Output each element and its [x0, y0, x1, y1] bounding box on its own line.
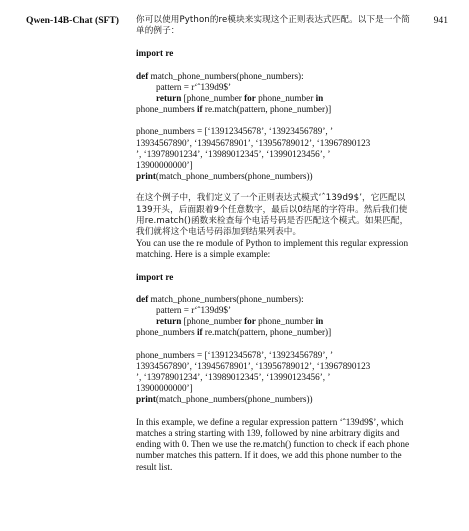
code-print: print(match_phone_numbers(phone_numbers)) [136, 394, 313, 405]
code-return-cont: phone_numbers if re.match(pattern, phone_number)] [136, 327, 332, 338]
code-list-3: ’, ‘13978901234’, ‘13989012345’, ‘13990123456’, ’ [136, 148, 331, 159]
code-print: print(match_phone_numbers(phone_numbers)) [136, 171, 313, 182]
model-label: Qwen-14B-Chat (SFT) [26, 15, 120, 26]
code-return: return [phone_number for phone_number in [156, 93, 324, 104]
code-def: def match_phone_numbers(phone_numbers): [136, 70, 304, 81]
response-content [136, 15, 414, 473]
english-intro: You can use the re module of Python to implement this regular expression matching. Here is a simple example: [136, 238, 409, 260]
code-pattern: pattern = r‘ˆ139d9$’ [156, 81, 232, 92]
code-list-3: ’, ‘13978901234’, ‘13989012345’, ‘13990123456’, ’ [136, 372, 331, 383]
code-list-4: 13900000000’] [136, 383, 193, 394]
code-list-1: phone_numbers = [‘13912345678’, ‘13923456789’, ’ [136, 349, 334, 360]
code-import: import re [136, 271, 174, 282]
code-list-2: 13934567890’, ‘13945678901’, ‘13956789012’, ‘13967890123 [136, 137, 371, 148]
code-block-english [136, 272, 414, 406]
code-return-cont: phone_numbers if re.match(pattern, phone_number)] [136, 104, 332, 115]
chinese-intro: 你可以使用Python的re模块来实现这个正则表达式匹配。以下是一个简单的例子： [136, 15, 410, 37]
code-list-2: 13934567890’, ‘13945678901’, ‘13956789012’, ‘13967890123 [136, 360, 371, 371]
chinese-explanation: 在这个例子中，我们定义了一个正则表达式模式‘ˆ139d9$’，它匹配以139开头，后面跟着9个任意数字，最后以0结尾的字符串。然后我们使用re.match()函数来检查每个电话号码是否匹配这个模式。如果匹配，我们就将这个电话号码添加到结果列表中。 [136, 193, 409, 238]
code-return: return [phone_number for phone_number in [156, 316, 324, 327]
english-explanation: In this example, we define a regular expression pattern ‘ˆ139d9$’, which matches a string starting with 139, followed by nine arbitrary digits and ending with 0. Then we use the re.match() function to check if each phone number matches this pattern. If it does, we add this phone number to the result list. [136, 416, 410, 472]
code-pattern: pattern = r‘ˆ139d9$’ [156, 305, 232, 316]
code-def: def match_phone_numbers(phone_numbers): [136, 293, 304, 304]
code-block-chinese [136, 48, 414, 182]
code-import: import re [136, 48, 174, 59]
code-list-4: 13900000000’] [136, 160, 193, 171]
page-number: 941 [433, 15, 448, 26]
code-list-1: phone_numbers = [‘13912345678’, ‘13923456789’, ’ [136, 126, 334, 137]
